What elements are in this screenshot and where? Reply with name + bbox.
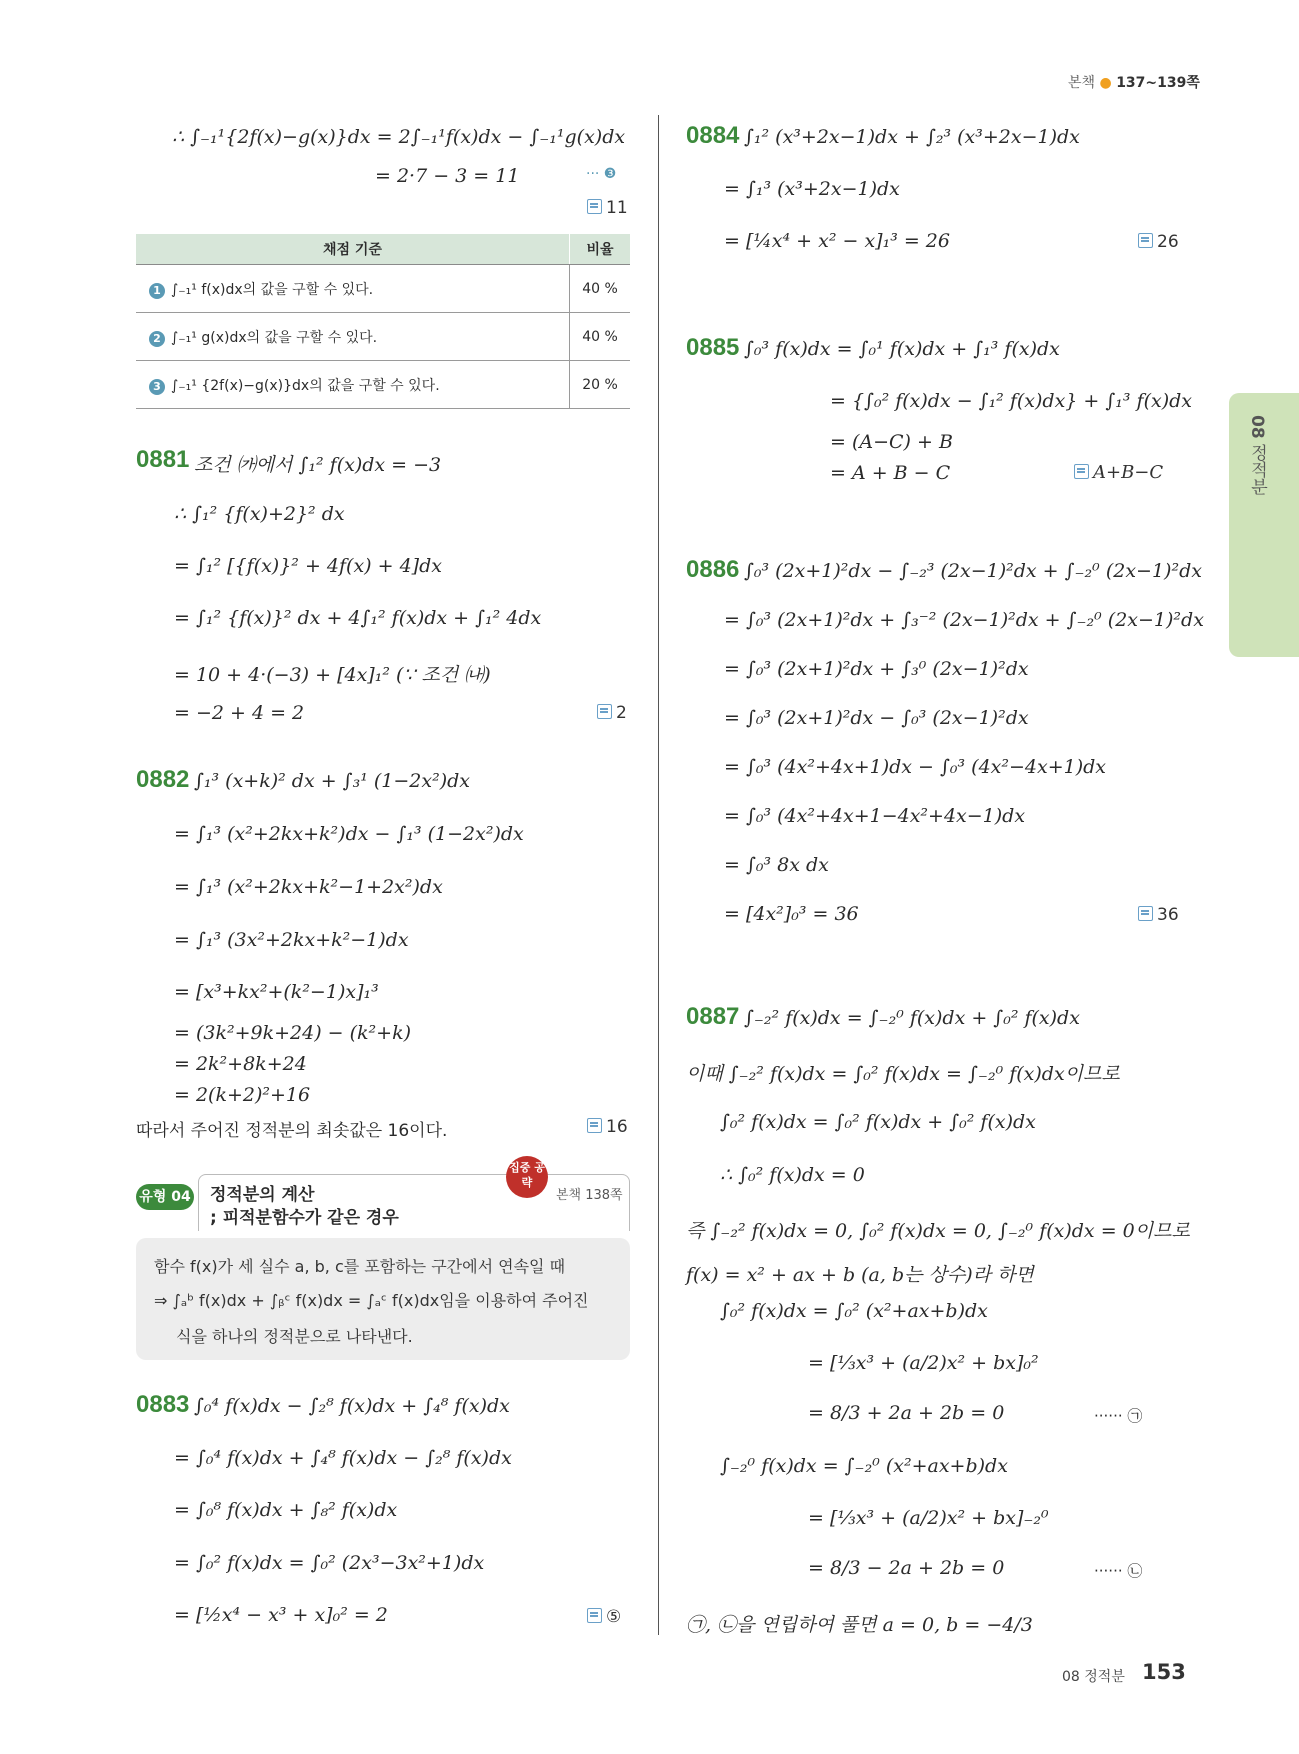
problem-number-0882: 0882 <box>136 766 190 793</box>
solution-line: = ∫₁³ (x²+2kx+k²−1+2x²)dx <box>174 876 443 898</box>
equation-marker-1: ······ ㉠ <box>1094 1407 1143 1425</box>
answer-0885 <box>1074 462 1163 483</box>
type-title-line1: 정적분의 계산 <box>210 1185 315 1205</box>
solution-line: = ∫₀³ (2x+1)²dx − ∫₀³ (2x−1)²dx <box>724 707 1029 729</box>
answer-0881 <box>597 703 627 723</box>
ref-label: 본책 <box>1068 75 1096 91</box>
solution-line: = ∫₀² f(x)dx = ∫₀² (2x³−3x²+1)dx <box>174 1552 485 1574</box>
answer-icon <box>597 704 612 719</box>
problem-number-0884: 0884 <box>686 122 740 149</box>
step-marker: ··· ❸ <box>586 166 617 182</box>
answer-icon <box>1138 906 1153 921</box>
answer-value: 11 <box>606 198 628 218</box>
solution-line: = ∫₀³ (4x²+4x+1)dx − ∫₀³ (4x²−4x+1)dx <box>724 756 1107 778</box>
answer-icon <box>1074 464 1089 479</box>
answer-value: ⑤ <box>606 1607 622 1627</box>
step-badge: 1 <box>149 283 165 299</box>
solution-line: = (A−C) + B <box>830 431 953 453</box>
solution-line: = 2(k+2)²+16 <box>174 1084 311 1106</box>
solution-line: f(x) = x² + ax + b (a, b는 상수)라 하면 <box>686 1264 1034 1286</box>
type-title-line2: ; 피적분함수가 같은 경우 <box>210 1208 399 1228</box>
solution-line: ∫₁² (x³+2x−1)dx + ∫₂³ (x³+2x−1)dx <box>744 126 1080 148</box>
criteria-text: ∫₋₁¹ f(x)dx의 값을 구할 수 있다. <box>171 281 374 298</box>
criteria-pct: 20 % <box>570 361 631 409</box>
solution-line: ∫₁³ (x+k)² dx + ∫₃¹ (1−2x²)dx <box>194 770 470 792</box>
answer-value: 26 <box>1157 232 1179 252</box>
summary-line3: 식을 하나의 정적분으로 나타낸다. <box>176 1327 413 1346</box>
chapter-title: 정적분 <box>1247 444 1267 496</box>
column-divider <box>658 115 659 1635</box>
solution-line: = [⅓x³ + (a/2)x² + bx]₀² <box>808 1352 1039 1374</box>
solution-line: = ∫₁³ (x²+2kx+k²)dx − ∫₁³ (1−2x²)dx <box>174 823 524 845</box>
solution-line: = [¼x⁴ + x² − x]₁³ = 26 <box>724 230 950 252</box>
answer-0886 <box>1138 905 1179 925</box>
answer-0884 <box>1138 232 1179 252</box>
top-solution-line1: ∴ ∫₋₁¹{2f(x)−g(x)}dx = 2∫₋₁¹f(x)dx − ∫₋₁¹g(x)dx <box>172 126 626 148</box>
solution-line: = A + B − C <box>830 462 951 484</box>
footer-chapter: 08 정적분 <box>1062 1669 1125 1685</box>
criteria-pct: 40 % <box>570 313 631 361</box>
criteria-text: ∫₋₁¹ g(x)dx의 값을 구할 수 있다. <box>171 329 378 346</box>
solution-line: ∫₀² f(x)dx = ∫₀² f(x)dx + ∫₀² f(x)dx <box>720 1111 1036 1133</box>
type-badge: 유형 04 <box>136 1184 194 1210</box>
dot-icon: ● <box>1099 75 1112 91</box>
top-solution-line2: = 2·7 − 3 = 11 <box>375 165 520 187</box>
solution-line: = ∫₁³ (x³+2x−1)dx <box>724 178 900 200</box>
solution-line: = (3k²+9k+24) − (k²+k) <box>174 1022 412 1044</box>
answer-value: 2 <box>616 703 627 723</box>
solution-line: = −2 + 4 = 2 <box>174 702 305 724</box>
solution-line: ∫₀² f(x)dx = ∫₀² (x²+ax+b)dx <box>720 1300 988 1322</box>
criteria-header-row <box>136 234 630 265</box>
conclusion-text: 따라서 주어진 정적분의 최솟값은 16이다. <box>136 1121 448 1141</box>
criteria-text: ∫₋₁¹ {2f(x)−g(x)}dx의 값을 구할 수 있다. <box>171 377 440 394</box>
solution-line: = ∫₀⁸ f(x)dx + ∫₈² f(x)dx <box>174 1499 398 1521</box>
problem-number-0887: 0887 <box>686 1003 740 1030</box>
solution-line: = [4x²]₀³ = 36 <box>724 903 859 925</box>
chapter-side-tab[interactable] <box>1229 393 1299 657</box>
problem-number-0886: 0886 <box>686 556 740 583</box>
solution-line: 이때 ∫₋₂² f(x)dx = ∫₀² f(x)dx = ∫₋₂⁰ f(x)dx이므로 <box>686 1063 1120 1085</box>
summary-box <box>136 1238 630 1360</box>
criteria-row <box>136 265 630 313</box>
solution-line: = ∫₀³ 8x dx <box>724 854 829 876</box>
solution-line: 즉 ∫₋₂² f(x)dx = 0, ∫₀² f(x)dx = 0, ∫₋₂⁰ f(x)dx = 0이므로 <box>686 1220 1190 1242</box>
solution-line: ∫₀³ (2x+1)²dx − ∫₋₂³ (2x−1)²dx + ∫₋₂⁰ (2x−1)²dx <box>744 560 1202 582</box>
criteria-row <box>136 313 630 361</box>
criteria-row <box>136 361 630 409</box>
ref-pages: 137~139쪽 <box>1116 75 1200 91</box>
solution-line: = 10 + 4·(−3) + [4x]₁² (∵ 조건 ㈏) <box>174 664 491 686</box>
step-badge: 2 <box>149 331 165 347</box>
problem-number-0883: 0883 <box>136 1391 190 1418</box>
problem-number-0881: 0881 <box>136 446 190 473</box>
criteria-pct: 40 % <box>570 265 631 313</box>
solution-line: ㉠, ㉡을 연립하여 풀면 a = 0, b = −4/3 <box>686 1614 1033 1636</box>
step-badge: 3 <box>149 379 165 395</box>
answer-0883 <box>587 1607 621 1627</box>
solution-line: = ∫₁³ (3x²+2kx+k²−1)dx <box>174 929 409 951</box>
solution-line: = 8/3 + 2a + 2b = 0 <box>808 1402 1005 1424</box>
solution-line: = ∫₁² [{f(x)}² + 4f(x) + 4]dx <box>174 555 442 577</box>
solution-line: = ∫₀³ (2x+1)²dx + ∫₃⁰ (2x−1)²dx <box>724 658 1029 680</box>
solution-line: ∫₋₂² f(x)dx = ∫₋₂⁰ f(x)dx + ∫₀² f(x)dx <box>744 1007 1080 1029</box>
answer-icon <box>587 199 602 214</box>
page-header <box>1068 72 1200 92</box>
page-number: 153 <box>1142 1660 1186 1684</box>
solution-line: ∫₀³ f(x)dx = ∫₀¹ f(x)dx + ∫₁³ f(x)dx <box>744 338 1060 360</box>
solution-line: 조건 ㈎에서 ∫₁² f(x)dx = −3 <box>194 454 442 476</box>
solution-line: = [½x⁴ − x³ + x]₀² = 2 <box>174 1604 388 1626</box>
equation-marker-2: ······ ㉡ <box>1094 1562 1143 1580</box>
summary-line2: ⇒ ∫ₐᵇ f(x)dx + ∫ᵦᶜ f(x)dx = ∫ₐᶜ f(x)dx임을 이용하여 주어진 <box>154 1291 589 1310</box>
answer-value: 36 <box>1157 905 1179 925</box>
answer-top <box>587 198 628 218</box>
summary-line1: 함수 f(x)가 세 실수 a, b, c를 포함하는 구간에서 연속일 때 <box>154 1257 566 1276</box>
solution-line: ∴ ∫₁² {f(x)+2}² dx <box>174 503 345 525</box>
answer-0882 <box>587 1117 628 1137</box>
criteria-table <box>136 234 630 409</box>
chapter-number: 08 <box>1247 415 1267 439</box>
answer-icon <box>1138 233 1153 248</box>
solution-line: = [x³+kx²+(k²−1)x]₁³ <box>174 981 379 1003</box>
solution-line: = 2k²+8k+24 <box>174 1053 307 1075</box>
solution-line: = {∫₀² f(x)dx − ∫₁² f(x)dx} + ∫₁³ f(x)dx <box>830 390 1193 412</box>
answer-value: 16 <box>606 1117 628 1137</box>
answer-icon <box>587 1118 602 1133</box>
solution-line: = ∫₀³ (4x²+4x+1−4x²+4x−1)dx <box>724 805 1026 827</box>
ratio-header: 비율 <box>570 234 631 265</box>
answer-icon <box>587 1608 602 1623</box>
answer-value: A+B−C <box>1093 462 1164 483</box>
solution-line: ∫₋₂⁰ f(x)dx = ∫₋₂⁰ (x²+ax+b)dx <box>720 1455 1008 1477</box>
solution-line: = ∫₀⁴ f(x)dx + ∫₄⁸ f(x)dx − ∫₂⁸ f(x)dx <box>174 1447 512 1469</box>
focus-stamp: 집중 공략 <box>506 1156 548 1198</box>
solution-line: = 8/3 − 2a + 2b = 0 <box>808 1557 1005 1579</box>
criteria-header: 채점 기준 <box>136 234 570 265</box>
problem-number-0885: 0885 <box>686 334 740 361</box>
solution-line: ∴ ∫₀² f(x)dx = 0 <box>720 1164 865 1186</box>
solution-line: ∫₀⁴ f(x)dx − ∫₂⁸ f(x)dx + ∫₄⁸ f(x)dx <box>194 1395 510 1417</box>
type-ref: 본책 138쪽 <box>556 1188 623 1203</box>
solution-line: = ∫₁² {f(x)}² dx + 4∫₁² f(x)dx + ∫₁² 4dx <box>174 607 542 629</box>
solution-line: = ∫₀³ (2x+1)²dx + ∫₃⁻² (2x−1)²dx + ∫₋₂⁰ (2x−1)²dx <box>724 609 1204 631</box>
solution-line: = [⅓x³ + (a/2)x² + bx]₋₂⁰ <box>808 1507 1049 1529</box>
